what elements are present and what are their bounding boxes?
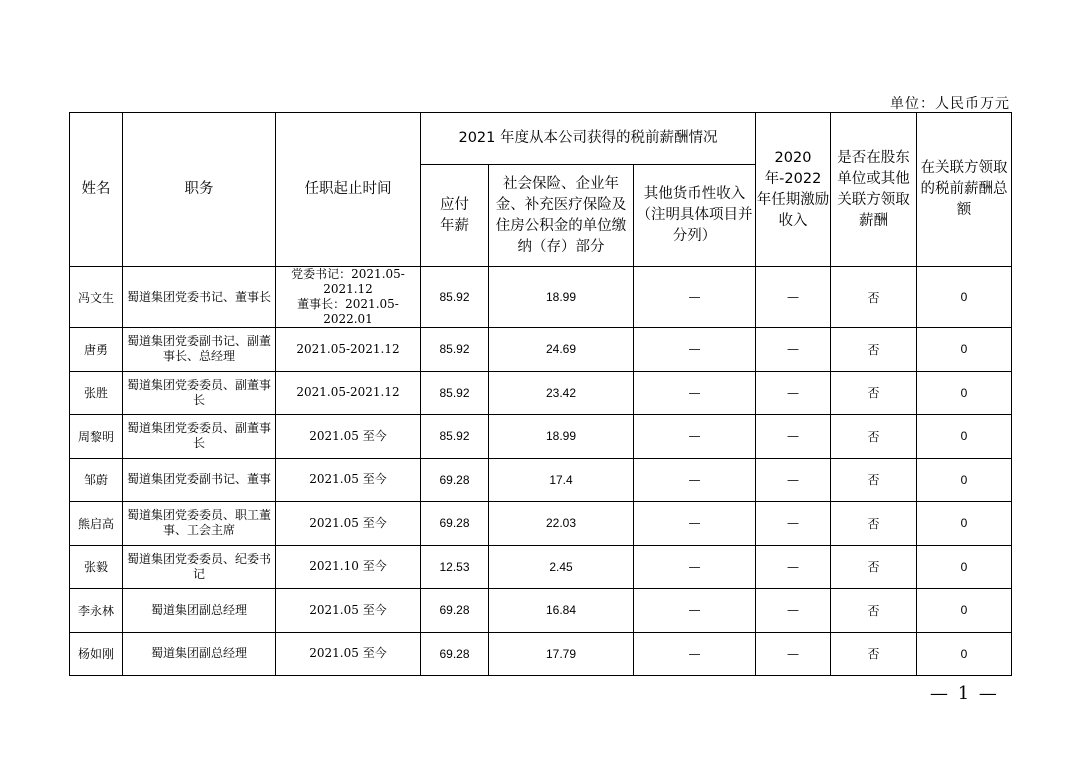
cell-term-line1: 党委书记：2021.05-2021.12 [291,267,405,296]
cell-term-line1: 2021.05-2021.12 [296,341,400,356]
cell-salary: 85.92 [421,415,489,459]
cell-name: 张毅 [70,545,123,589]
cell-other: — [634,328,756,372]
cell-term-line1: 2021.05 至今 [309,515,387,530]
cell-shareholder: 否 [831,267,917,328]
cell-other: — [634,589,756,633]
table-body [70,267,1012,676]
table-row [70,328,1012,372]
cell-name: 唐勇 [70,328,123,372]
cell-term [276,589,421,633]
cell-shareholder: 否 [831,415,917,459]
cell-position: 蜀道集团副总经理 [123,632,276,676]
cell-salary: 85.92 [421,371,489,415]
header-related-total: 在关联方领取的税前薪酬总额 [917,113,1012,267]
cell-term [276,267,421,328]
cell-social: 16.84 [489,589,634,633]
cell-name: 邹蔚 [70,458,123,502]
table-row [70,502,1012,546]
cell-term [276,545,421,589]
cell-total: 0 [917,328,1012,372]
cell-incentive: — [756,267,831,328]
cell-social: 24.69 [489,328,634,372]
table-row [70,267,1012,328]
cell-total: 0 [917,632,1012,676]
cell-name: 李永林 [70,589,123,633]
cell-social: 23.42 [489,371,634,415]
cell-other: — [634,502,756,546]
header-shareholder-pay: 是否在股东单位或其他关联方领取薪酬 [831,113,917,267]
cell-incentive: — [756,545,831,589]
cell-salary: 12.53 [421,545,489,589]
unit-label: 单位：人民币万元 [890,96,1010,112]
header-salary: 应付年薪 [421,165,489,267]
table-row [70,589,1012,633]
cell-incentive: — [756,589,831,633]
cell-incentive: — [756,502,831,546]
cell-salary: 69.28 [421,458,489,502]
cell-term-line1: 2021.05 至今 [309,602,387,617]
table-row [70,415,1012,459]
cell-total: 0 [917,502,1012,546]
cell-other: — [634,632,756,676]
cell-position: 蜀道集团党委委员、副董事长 [123,371,276,415]
cell-name: 熊启高 [70,502,123,546]
cell-term-line1: 2021.05 至今 [309,472,387,487]
cell-incentive: — [756,415,831,459]
header-incentive: 2020 年-2022 年任期激励收入 [756,113,831,267]
cell-other: — [634,267,756,328]
cell-position: 蜀道集团党委书记、董事长 [123,267,276,328]
cell-name: 张胜 [70,371,123,415]
cell-name: 杨如刚 [70,632,123,676]
header-other-income: 其他货币性收入（注明具体项目并分列） [634,165,756,267]
header-group-2021: 2021 年度从本公司获得的税前薪酬情况 [421,113,756,165]
table-row [70,632,1012,676]
cell-salary: 69.28 [421,632,489,676]
cell-position: 蜀道集团党委委员、副董事长 [123,415,276,459]
cell-salary: 69.28 [421,589,489,633]
cell-term [276,458,421,502]
cell-social: 18.99 [489,415,634,459]
cell-term [276,502,421,546]
cell-other: — [634,371,756,415]
cell-incentive: — [756,328,831,372]
cell-total: 0 [917,267,1012,328]
cell-salary: 85.92 [421,328,489,372]
cell-shareholder: 否 [831,502,917,546]
cell-total: 0 [917,545,1012,589]
cell-incentive: — [756,458,831,502]
header-position: 职务 [123,113,276,267]
cell-position: 蜀道集团党委副书记、董事 [123,458,276,502]
cell-incentive: — [756,371,831,415]
cell-term [276,415,421,459]
cell-position: 蜀道集团党委副书记、副董事长、总经理 [123,328,276,372]
cell-shareholder: 否 [831,458,917,502]
cell-other: — [634,415,756,459]
table-row [70,545,1012,589]
cell-term [276,328,421,372]
cell-shareholder: 否 [831,545,917,589]
cell-term [276,632,421,676]
cell-social: 18.99 [489,267,634,328]
table-row [70,371,1012,415]
cell-incentive: — [756,632,831,676]
cell-name: 冯文生 [70,267,123,328]
cell-shareholder: 否 [831,328,917,372]
cell-position: 蜀道集团副总经理 [123,589,276,633]
cell-social: 17.79 [489,632,634,676]
header-social-insurance: 社会保险、企业年金、补充医疗保险及住房公积金的单位缴纳（存）部分 [489,165,634,267]
cell-term-line1: 2021.05 至今 [309,428,387,443]
cell-salary: 85.92 [421,267,489,328]
cell-shareholder: 否 [831,371,917,415]
cell-shareholder: 否 [831,589,917,633]
cell-position: 蜀道集团党委委员、职工董事、工会主席 [123,502,276,546]
cell-social: 22.03 [489,502,634,546]
cell-term-line1: 2021.05 至今 [309,646,387,661]
cell-social: 17.4 [489,458,634,502]
cell-total: 0 [917,458,1012,502]
cell-term-line1: 2021.10 至今 [309,559,387,574]
cell-total: 0 [917,415,1012,459]
cell-term-line2: 董事长：2021.05-2022.01 [297,297,399,326]
cell-other: — [634,458,756,502]
page-number: — 1 — [930,683,999,704]
table-row [70,458,1012,502]
cell-total: 0 [917,371,1012,415]
cell-other: — [634,545,756,589]
cell-total: 0 [917,589,1012,633]
cell-social: 2.45 [489,545,634,589]
header-term: 任职起止时间 [276,113,421,267]
salary-table [69,112,1012,676]
header-name: 姓名 [70,113,123,267]
cell-term-line1: 2021.05-2021.12 [296,385,400,400]
cell-shareholder: 否 [831,632,917,676]
cell-term [276,371,421,415]
cell-name: 周黎明 [70,415,123,459]
cell-position: 蜀道集团党委委员、纪委书记 [123,545,276,589]
cell-salary: 69.28 [421,502,489,546]
